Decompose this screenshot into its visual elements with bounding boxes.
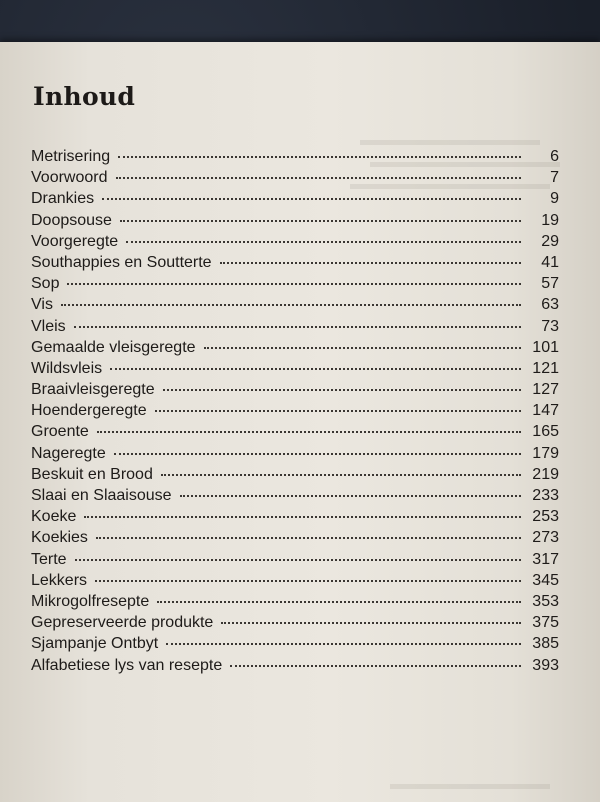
toc-entry <box>31 402 559 423</box>
toc-entry <box>31 593 559 614</box>
toc-entry-label: Metrisering <box>31 148 111 165</box>
toc-dot-leader <box>161 474 521 476</box>
toc-dot-leader <box>220 262 521 264</box>
toc-entry-label: Gepreserveerde produkte <box>31 614 214 632</box>
toc-dot-leader <box>126 241 521 243</box>
toc-entry-label: Koeke <box>31 508 77 526</box>
toc-entry <box>31 614 559 635</box>
toc-entry <box>31 254 559 275</box>
toc-entry <box>31 551 559 572</box>
toc-entry-page-number: 179 <box>532 444 559 462</box>
toc-dot-leader <box>163 389 521 391</box>
toc-entry-page-number: 219 <box>532 465 559 483</box>
toc-entry-page-number: 7 <box>550 169 559 187</box>
toc-entry <box>31 445 559 466</box>
toc-entry <box>31 572 559 593</box>
toc-entry <box>31 339 559 360</box>
toc-entry <box>31 466 559 487</box>
toc-entry-label: Sjampanje Ontbyt <box>31 635 159 653</box>
toc-entry-page-number: 273 <box>532 529 559 547</box>
toc-dot-leader <box>120 220 521 222</box>
toc-entry-label: Vis <box>31 296 53 314</box>
toc-entry-page-number: 147 <box>532 402 559 420</box>
toc-entry <box>31 296 559 317</box>
toc-entry <box>31 487 559 508</box>
toc-entry-label: Slaai en Slaaisouse <box>31 487 172 504</box>
toc-entry-page-number: 57 <box>541 275 559 293</box>
toc-entry-page-number: 121 <box>532 359 559 377</box>
toc-entry-page-number: 375 <box>532 614 559 632</box>
toc-dot-leader <box>221 622 521 624</box>
toc-entry <box>31 508 559 529</box>
toc-dot-leader <box>75 559 521 561</box>
toc-entry-label: Hoendergeregte <box>31 402 147 420</box>
toc-entry-label: Doopsouse <box>31 211 112 229</box>
toc-entry <box>31 360 559 381</box>
toc-entry <box>31 212 559 233</box>
toc-dot-leader <box>118 156 521 158</box>
toc-entry-page-number: 127 <box>532 381 559 399</box>
toc-entry-page-number: 253 <box>532 508 559 526</box>
toc-entry <box>31 190 559 211</box>
toc-dot-leader <box>114 453 521 455</box>
toc-entry-label: Southappies en Soutterte <box>31 253 212 271</box>
toc-dot-leader <box>116 177 522 179</box>
toc-entry-page-number: 317 <box>532 550 559 568</box>
toc-entry-page-number: 353 <box>532 592 559 610</box>
toc-entry-page-number: 63 <box>541 296 559 314</box>
toc-entry-page-number: 9 <box>550 190 559 208</box>
toc-entry-label: Braaivleisgeregte <box>31 381 155 399</box>
toc-dot-leader <box>102 198 521 200</box>
toc-entry-label: Lekkers <box>31 571 88 589</box>
show-through-line <box>390 784 550 789</box>
toc-entry-page-number: 73 <box>541 317 559 335</box>
toc-entry-label: Gemaalde vleisgeregte <box>31 338 196 356</box>
toc-entry-label: Beskuit en Brood <box>31 465 153 483</box>
toc-dot-leader <box>180 495 521 497</box>
toc-entry-label: Groente <box>31 423 89 441</box>
toc-entry <box>31 657 559 678</box>
toc-dot-leader <box>110 368 521 370</box>
toc-dot-leader <box>84 516 521 518</box>
toc-entry-label: Koekies <box>31 529 88 547</box>
toc-dot-leader <box>67 283 521 285</box>
toc-entry <box>31 233 559 254</box>
toc-entry <box>31 529 559 550</box>
toc-entry-page-number: 393 <box>532 656 559 674</box>
page-title: Inhoud <box>33 82 136 111</box>
toc-entry-page-number: 41 <box>541 253 559 271</box>
toc-entry-label: Terte <box>31 550 67 568</box>
toc-entry-label: Voorgeregte <box>31 232 119 250</box>
book-page <box>0 42 600 802</box>
toc-entry-label: Nageregte <box>31 444 106 462</box>
toc-dot-leader <box>97 431 521 433</box>
toc-entry-label: Vleis <box>31 317 66 335</box>
toc-entry-label: Mikrogolfresepte <box>31 592 150 610</box>
toc-entry <box>31 381 559 402</box>
toc-entry <box>31 635 559 656</box>
toc-entry-page-number: 101 <box>532 338 559 356</box>
toc-entry-page-number: 19 <box>541 211 559 229</box>
show-through-line <box>360 140 540 145</box>
toc-entry <box>31 423 559 444</box>
toc-dot-leader <box>74 326 521 328</box>
toc-entry-label: Wildsvleis <box>31 359 103 377</box>
toc-entry-page-number: 165 <box>532 423 559 441</box>
toc-entry-label: Voorwoord <box>31 169 108 187</box>
toc-entry-page-number: 233 <box>532 487 559 504</box>
toc-entry-label: Alfabetiese lys van resepte <box>31 656 223 674</box>
toc-dot-leader <box>230 665 521 667</box>
toc-entry-page-number: 6 <box>550 148 559 165</box>
toc-dot-leader <box>155 410 521 412</box>
toc-entry-page-number: 345 <box>532 571 559 589</box>
toc-entry <box>31 169 559 190</box>
toc-entry <box>31 148 559 169</box>
toc-entry-label: Drankies <box>31 190 95 208</box>
toc-dot-leader <box>157 601 521 603</box>
toc-entry-label: Sop <box>31 275 60 293</box>
toc-entry <box>31 318 559 339</box>
toc-dot-leader <box>204 347 521 349</box>
table-of-contents <box>31 148 559 678</box>
toc-dot-leader <box>96 537 521 539</box>
toc-entry-page-number: 29 <box>541 232 559 250</box>
toc-dot-leader <box>61 304 521 306</box>
toc-entry-page-number: 385 <box>532 635 559 653</box>
toc-dot-leader <box>95 580 521 582</box>
toc-dot-leader <box>166 643 521 645</box>
toc-entry <box>31 275 559 296</box>
